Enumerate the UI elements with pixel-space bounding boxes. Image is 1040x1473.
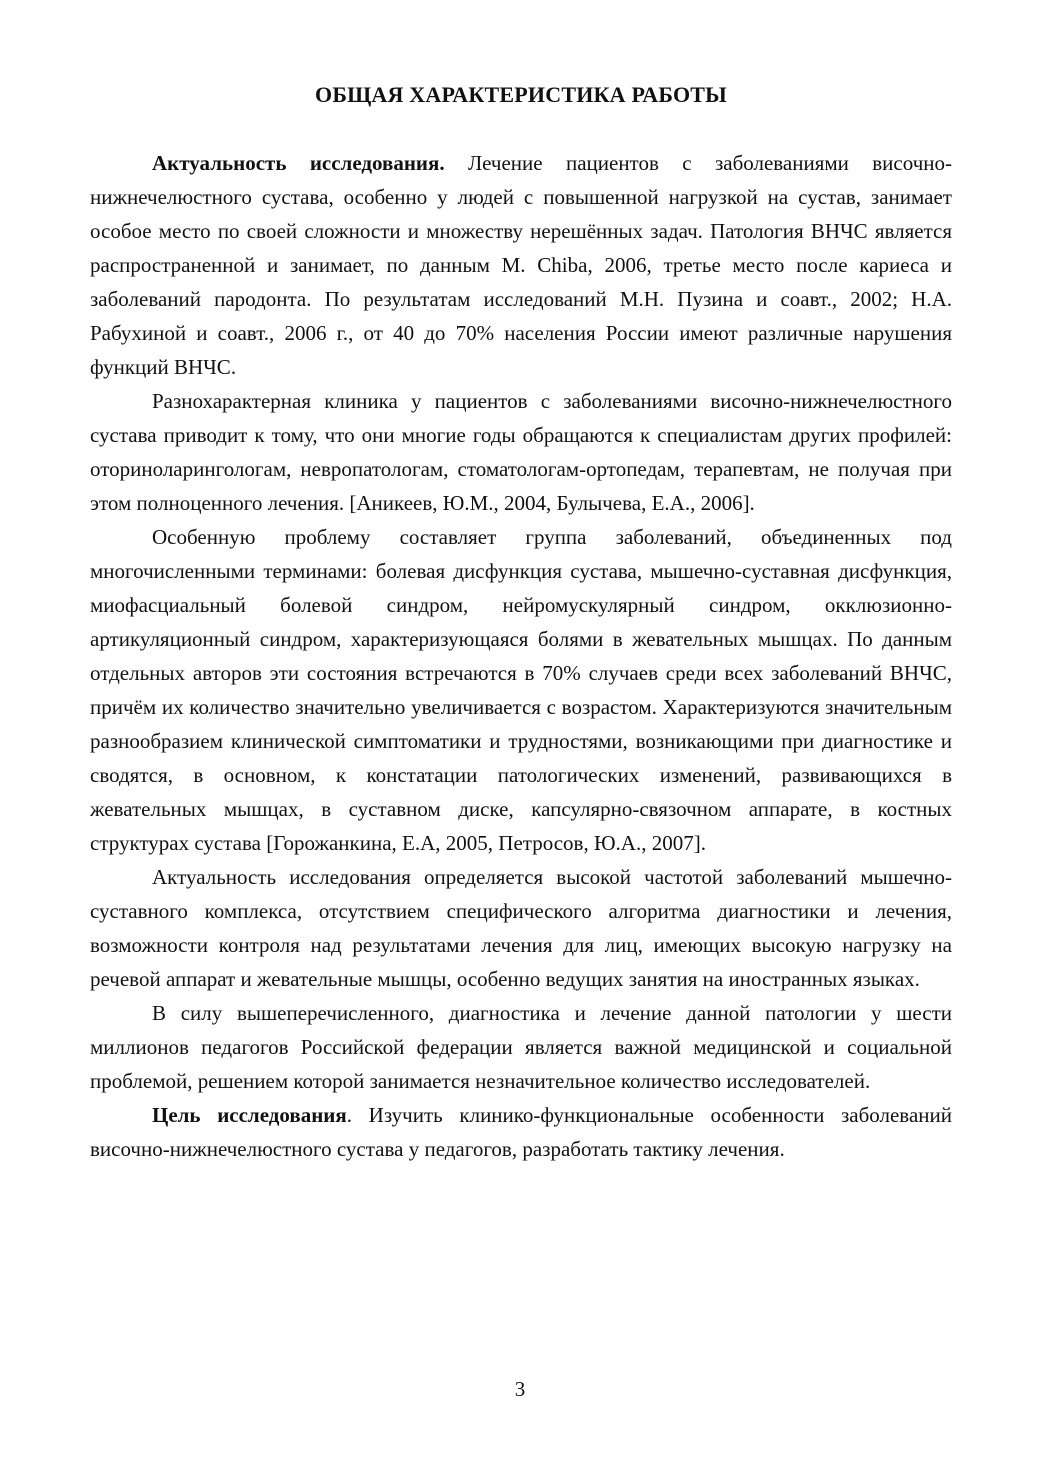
paragraph-summary [90,996,952,1098]
paragraph-text: В силу вышеперечисленного, диагностика и лечение данной патологии у шести миллионов педагогов Российской федерации является важной медицинской и социальной проблемой, решением которой занимается незначительное количество исследователей. [90,1001,952,1093]
paragraph-text: Актуальность исследования определяется высокой частотой заболеваний мышечно-суставного комплекса, отсутствием специфического алгоритма диагностики и лечения, возможности контроля над результатами лечения для лиц, имеющих высокую нагрузку на речевой аппарат и жевательные мышцы, особенно ведущих занятия на иностранных языках. [90,865,952,991]
paragraph-clinic [90,384,952,520]
paragraph-lead: Актуальность исследования. [152,151,445,175]
page-number: 3 [514,1377,526,1401]
paragraph-lead: Цель исследования [152,1103,347,1127]
paragraph-text: Разнохарактерная клиника у пациентов с заболеваниями височно-нижнечелюстного сустава приводит к тому, что они многие годы обращаются к специалистам других профилей: оториноларингологам, невропатологам, стоматологам-ортопедам, терапевтам, не получая при этом полноценного лечения. [Аникеев, Ю.М., 2004, Булычева, Е.А., 2006]. [90,389,952,515]
paragraph-relevance [90,146,952,384]
paragraph-text: . Изучить клинико-функциональные особенности заболеваний височно-нижнечелюстного сустава у педагогов, разработать тактику лечения. [90,1103,952,1161]
document-page [90,78,952,1166]
paragraph-text: Особенную проблему составляет группа заболеваний, объединенных под многочисленными терминами: болевая дисфункция сустава, мышечно-суставная дисфункция, миофасциальный болевой синдром, нейромускулярный синдром, окклюзионно-артикуляционный синдром, характеризующаяся болями в жевательных мышцах. По данным отдельных авторов эти состояния встречаются в 70% случаев среди всех заболеваний ВНЧС, причём их количество значительно увеличивается с возрастом. Характеризуются значительным разнообразием клинической симптоматики и трудностями, возникающими при диагностике и сводятся, в основном, к констатации патологических изменений, развивающихся в жевательных мышцах, в суставном диске, капсулярно-связочном аппарате, в костных структурах сустава [Горожанкина, Е.А, 2005, Петросов, Ю.А., 2007]. [90,525,952,855]
section-title: ОБЩАЯ ХАРАКТЕРИСТИКА РАБОТЫ [315,82,727,107]
paragraph-problem [90,520,952,860]
paragraph-goal [90,1098,952,1166]
paragraph-actuality [90,860,952,996]
paragraph-text: Лечение пациентов с заболеваниями височно-нижнечелюстного сустава, особенно у людей с повышенной нагрузкой на сустав, занимает особое место по своей сложности и множеству нерешённых задач. Патология ВНЧС является распространенной и занимает, по данным M. Chiba, 2006, третье место после кариеса и заболеваний пародонта. По результатам исследований М.Н. Пузина и соавт., 2002; Н.А. Рабухиной и соавт., 2006 г., от 40 до 70% населения России имеют различные нарушения функций ВНЧС. [90,151,952,379]
